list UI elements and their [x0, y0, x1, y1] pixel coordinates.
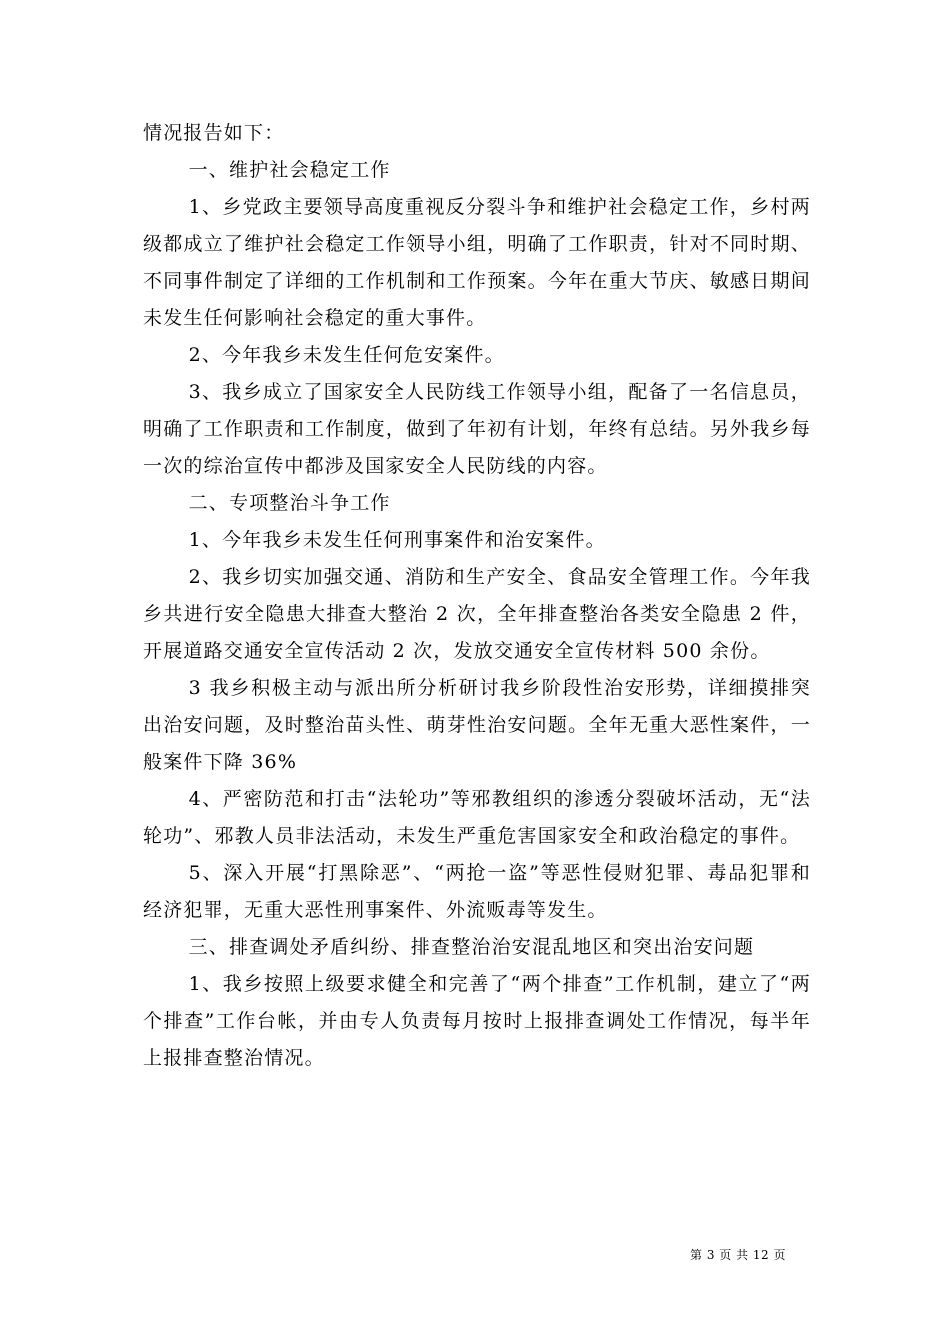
section-heading-2: 二、专项整治斗争工作	[188, 492, 391, 514]
paragraph-8: 3 我乡积极主动与派出所分析研讨我乡阶段性治安形势，详细摸排突出治安问题，及时整治苗头性、萌芽性治安问题。全年无重大恶性案件，一般案件下降 36%	[143, 677, 811, 773]
section-heading-1: 一、维护社会稳定工作	[188, 159, 391, 181]
document-body	[143, 115, 811, 1077]
paragraph-4: 3、我乡成立了国家安全人民防线工作领导小组，配备了一名信息员，明确了工作职责和工作制度，做到了年初有计划，年终有总结。另外我乡每一次的综治宣传中都涉及国家安全人民防线的内容。	[143, 381, 811, 477]
paragraph-2: 1、乡党政主要领导高度重视反分裂斗争和维护社会稳定工作，乡村两级都成立了维护社会稳定工作领导小组，明确了工作职责，针对不同时期、不同事件制定了详细的工作机制和工作预案。今年在重大节庆、敏感日期间未发生任何影响社会稳定的重大事件。	[143, 196, 811, 329]
paragraph-9: 4、严密防范和打击“法轮功”等邪教组织的渗透分裂破坏活动，无“法轮功”、邪教人员非法活动，未发生严重危害国家安全和政治稳定的事件。	[143, 788, 811, 847]
paragraph-10: 5、深入开展“打黑除恶”、“两抢一盗”等恶性侵财犯罪、毒品犯罪和经济犯罪，无重大恶性刑事案件、外流贩毒等发生。	[143, 862, 811, 921]
paragraph-0: 情况报告如下：	[143, 122, 285, 144]
paragraph-6: 1、今年我乡未发生任何刑事案件和治安案件。	[188, 529, 606, 551]
paragraph-7: 2、我乡切实加强交通、消防和生产安全、食品安全管理工作。今年我乡共进行安全隐患大排查大整治 2 次，全年排查整治各类安全隐患 2 件，开展道路交通安全宣传活动 2 次，发放交通安全宣传材料 500 余份。	[143, 566, 811, 662]
paragraph-12: 1、我乡按照上级要求健全和完善了“两个排查”工作机制，建立了“两个排查”工作台帐，并由专人负责每月按时上报排查调处工作情况，每半年上报排查整治情况。	[143, 973, 811, 1069]
paragraph-3: 2、今年我乡未发生任何危安案件。	[188, 344, 505, 366]
page-number: 第 3 页 共 12 页	[690, 1248, 786, 1262]
section-heading-3: 三、排查调处矛盾纠纷、排查整治治安混乱地区和突出治安问题	[188, 936, 755, 958]
